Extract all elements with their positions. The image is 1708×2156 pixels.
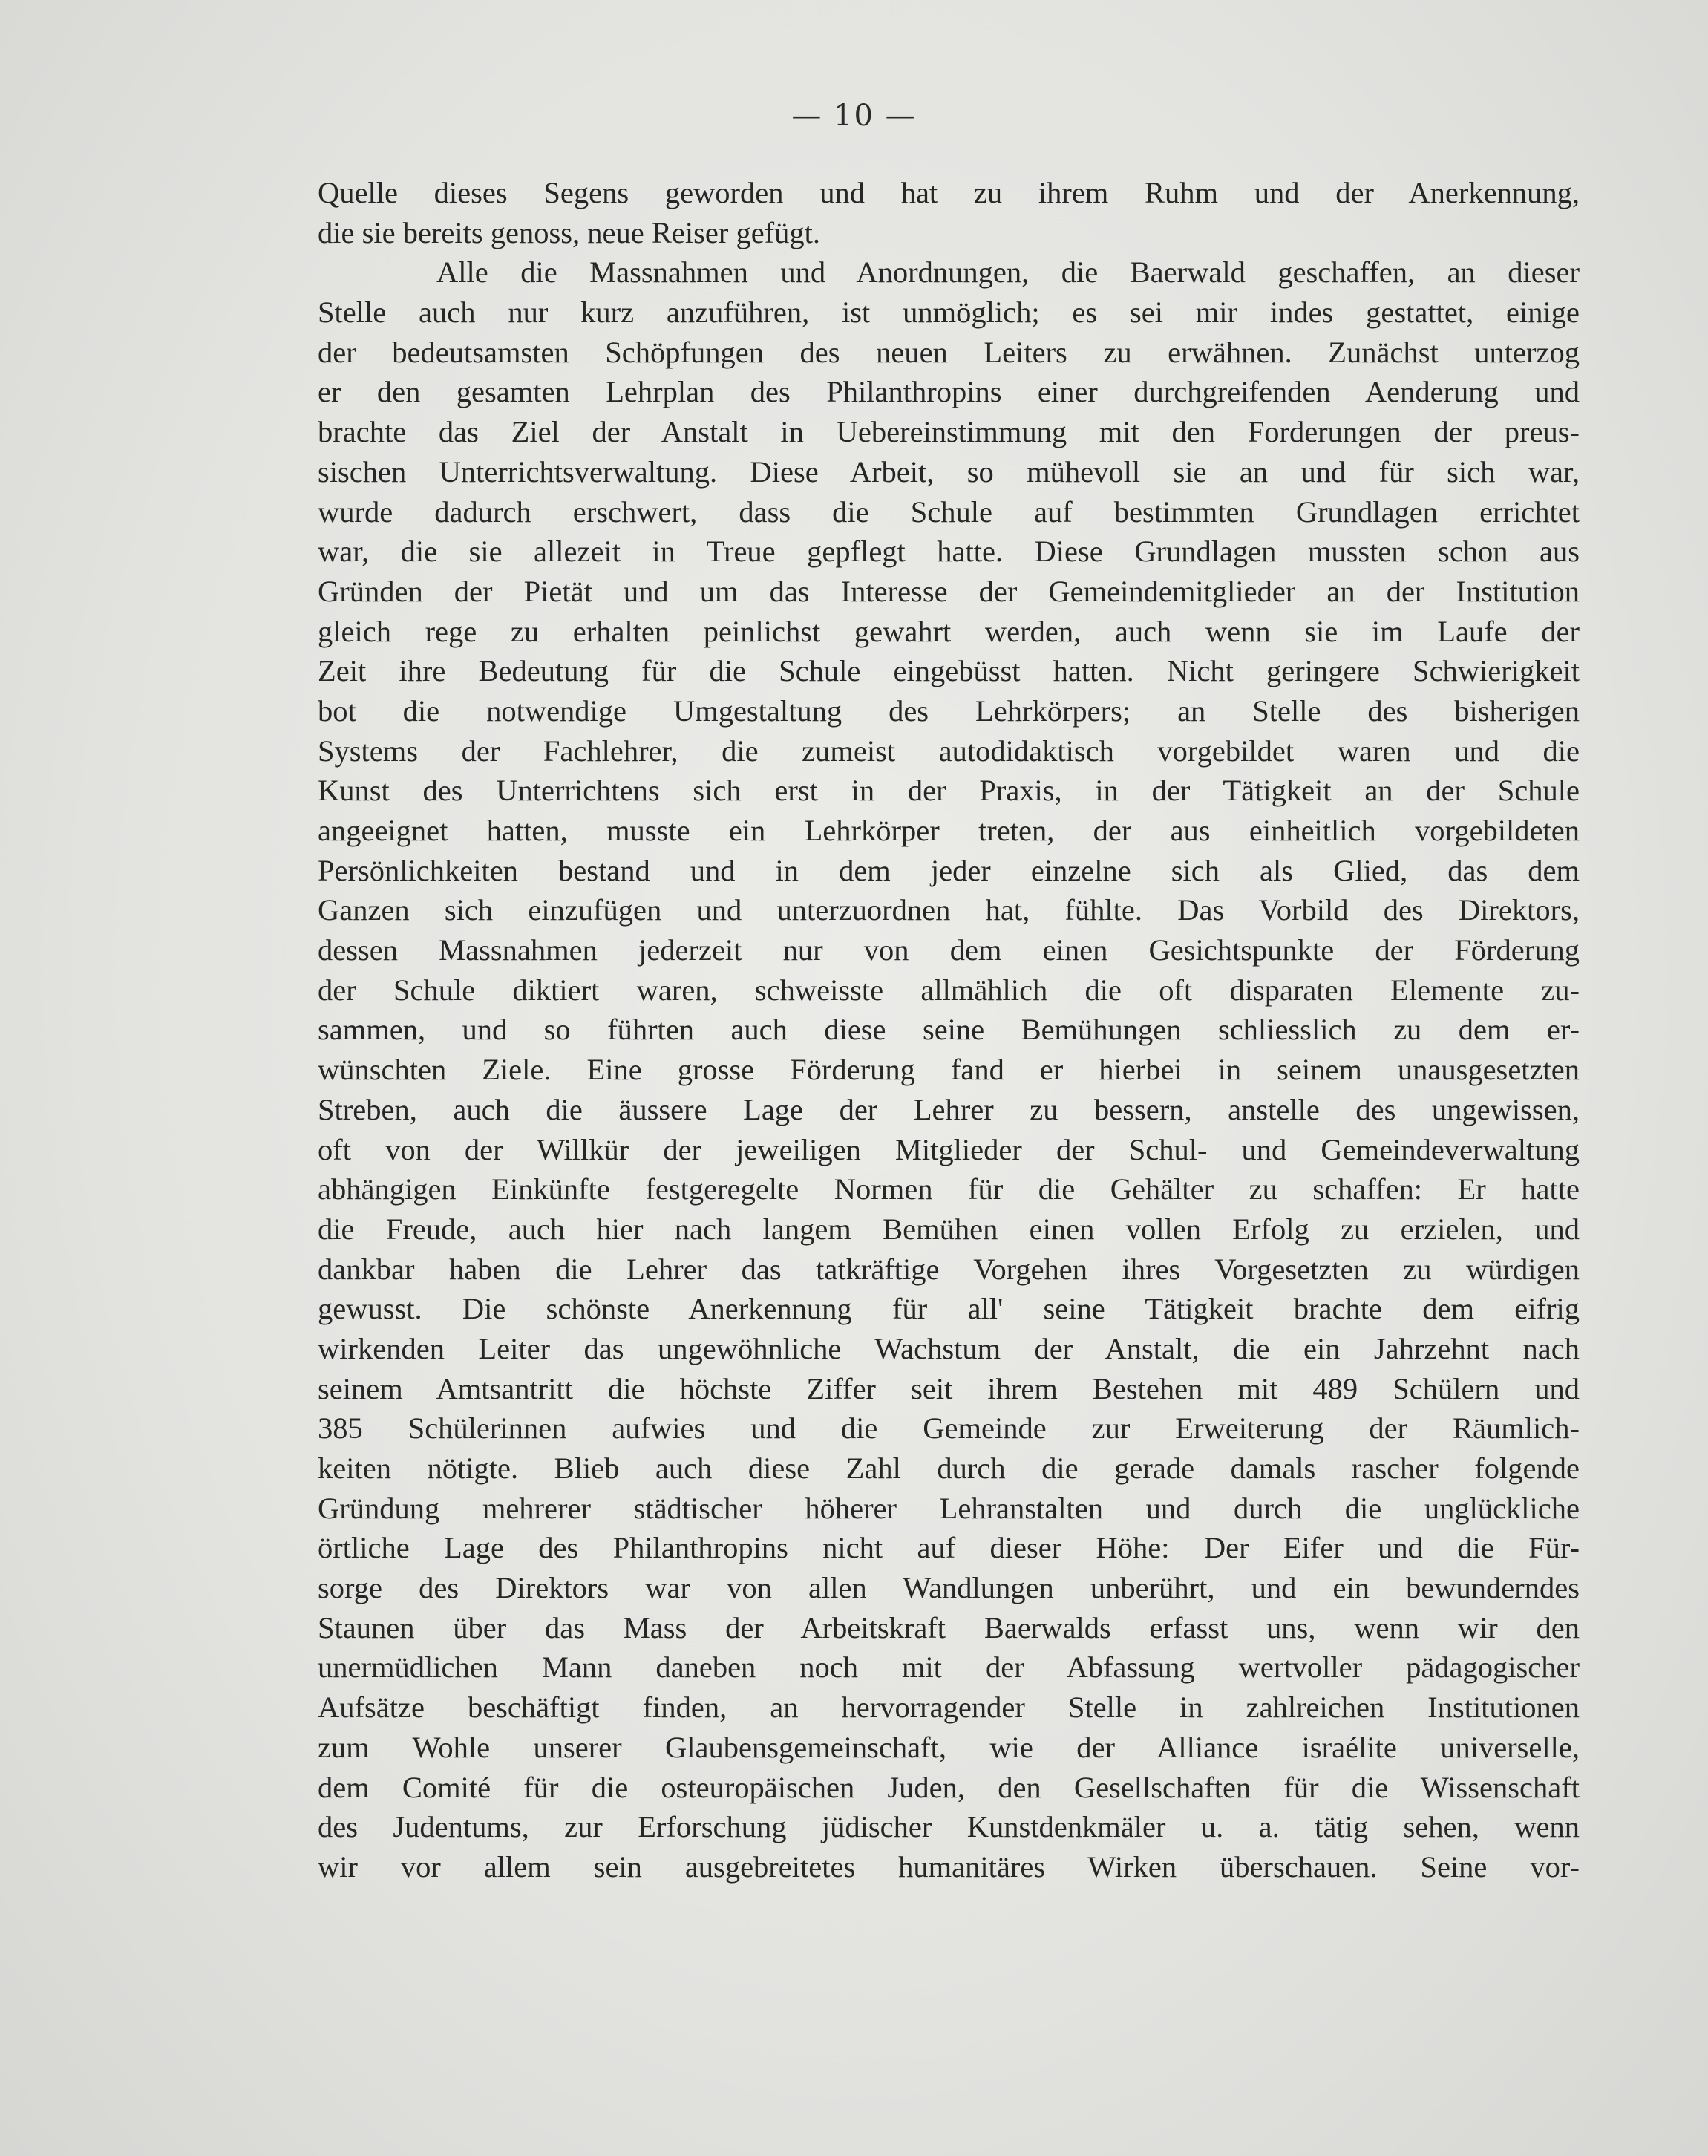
page-number: — 10 — xyxy=(791,99,917,133)
text-line: Systems der Fachlehrer, die zumeist autodidaktisch vorgebildet waren und die xyxy=(318,734,1580,768)
text-line: dessen Massnahmen jederzeit nur von dem einen Gesichtspunkte der Förderung xyxy=(318,933,1580,967)
text-line: dankbar haben die Lehrer das tatkräftige Vorgehen ihres Vorgesetzten zu würdigen xyxy=(318,1252,1580,1286)
text-line: war, die sie allezeit in Treue gepflegt hatte. Diese Grundlagen mussten schon aus xyxy=(318,535,1580,569)
text-line: brachte das Ziel der Anstalt in Uebereinstimmung mit den Forderungen der preus- xyxy=(318,415,1580,449)
text-line: dem Comité für die osteuropäischen Juden, den Gesellschaften für die Wissenschaft xyxy=(318,1770,1580,1804)
text-line: oft von der Willkür der jeweiligen Mitglieder der Schul- und Gemeindeverwaltung xyxy=(318,1132,1580,1166)
text-line: wirkenden Leiter das ungewöhnliche Wachstum der Anstalt, die ein Jahrzehnt nach xyxy=(318,1331,1580,1365)
text-line: sischen Unterrichtsverwaltung. Diese Arbeit, so mühevoll sie an und für sich war, xyxy=(318,454,1580,489)
text-line: angeeignet hatten, musste ein Lehrkörper treten, der aus einheitlich vorgebildeten xyxy=(318,814,1580,847)
text-line: Stelle auch nur kurz anzuführen, ist unmöglich; es sei mir indes gestattet, einige xyxy=(318,295,1580,330)
text-line: seinem Amtsantritt die höchste Ziffer seit ihrem Bestehen mit 489 Schülern und xyxy=(318,1371,1580,1405)
text-line: Alle die Massnahmen und Anordnungen, die Baerwald geschaffen, an dieser xyxy=(436,255,1580,290)
text-line: Quelle dieses Segens geworden und hat zu ihrem Ruhm und der Anerkennung, xyxy=(318,176,1580,209)
text-line: keiten nötigte. Blieb auch diese Zahl durch die gerade damals rascher folgende xyxy=(318,1451,1580,1485)
text-line: zum Wohle unserer Glaubensgemeinschaft, wie der Alliance israélite universelle, xyxy=(318,1730,1580,1764)
text-line: sammen, und so führten auch diese seine Bemühungen schliesslich zu dem er- xyxy=(318,1013,1580,1047)
text-line: Gründung mehrerer städtischer höherer Lehranstalten und durch die unglückliche xyxy=(318,1491,1580,1525)
text-line: wünschten Ziele. Eine grosse Förderung fand er hierbei in seinem unausgesetzten xyxy=(318,1053,1580,1087)
text-line: abhängigen Einkünfte festgeregelte Normen für die Gehälter zu schaffen: Er hatte xyxy=(318,1172,1580,1206)
text-line: Aufsätze beschäftigt finden, an hervorragender Stelle in zahlreichen Institutionen xyxy=(318,1690,1580,1725)
text-line: gewusst. Die schönste Anerkennung für all' seine Tätigkeit brachte dem eifrig xyxy=(318,1292,1580,1326)
text-line: Persönlichkeiten bestand und in dem jeder einzelne sich als Glied, das dem xyxy=(318,853,1580,887)
text-line: die sie bereits genoss, neue Reiser gefügt. xyxy=(318,215,821,249)
text-line: er den gesamten Lehrplan des Philanthropins einer durchgreifenden Aenderung und xyxy=(318,375,1580,409)
text-line: 385 Schülerinnen aufwies und die Gemeinde zur Erweiterung der Räumlich- xyxy=(318,1411,1580,1446)
text-line: der Schule diktiert waren, schweisste allmählich die oft disparaten Elemente zu- xyxy=(318,973,1580,1007)
text-line: Ganzen sich einzufügen und unterzuordnen hat, fühlte. Das Vorbild des Direktors, xyxy=(318,893,1580,927)
text-line: bot die notwendige Umgestaltung des Lehrkörpers; an Stelle des bisherigen xyxy=(318,693,1580,728)
text-line: Zeit ihre Bedeutung für die Schule eingebüsst hatten. Nicht geringere Schwierigkeit xyxy=(318,654,1580,688)
text-line: örtliche Lage des Philanthropins nicht auf dieser Höhe: Der Eifer und die Für- xyxy=(318,1531,1580,1565)
text-line: Kunst des Unterrichtens sich erst in der Praxis, in der Tätigkeit an der Schule xyxy=(318,774,1580,808)
text-line: die Freude, auch hier nach langem Bemühen einen vollen Erfolg zu erzielen, und xyxy=(318,1212,1580,1246)
text-line: der bedeutsamsten Schöpfungen des neuen Leiters zu erwähnen. Zunächst unterzog xyxy=(318,335,1580,369)
text-line: sorge des Direktors war von allen Wandlungen unberührt, und ein bewunderndes xyxy=(318,1571,1580,1605)
text-line: gleich rege zu erhalten peinlichst gewahrt werden, auch wenn sie im Laufe der xyxy=(318,614,1580,648)
body-text xyxy=(318,173,1580,1887)
text-line: des Judentums, zur Erforschung jüdischer Kunstdenkmäler u. a. tätig sehen, wenn xyxy=(318,1810,1580,1844)
text-line: Gründen der Pietät und um das Interesse der Gemeindemitglieder an der Institution xyxy=(318,574,1580,608)
text-line: wurde dadurch erschwert, dass die Schule auf bestimmten Grundlagen errichtet xyxy=(318,494,1580,529)
text-line: Staunen über das Mass der Arbeitskraft Baerwalds erfasst uns, wenn wir den xyxy=(318,1610,1580,1644)
text-line: unermüdlichen Mann daneben noch mit der Abfassung wertvoller pädagogischer xyxy=(318,1650,1580,1685)
text-line: Streben, auch die äussere Lage der Lehrer zu bessern, anstelle des ungewissen, xyxy=(318,1092,1580,1126)
text-line: wir vor allem sein ausgebreitetes humanitäres Wirken überschauen. Seine vor- xyxy=(318,1849,1580,1884)
